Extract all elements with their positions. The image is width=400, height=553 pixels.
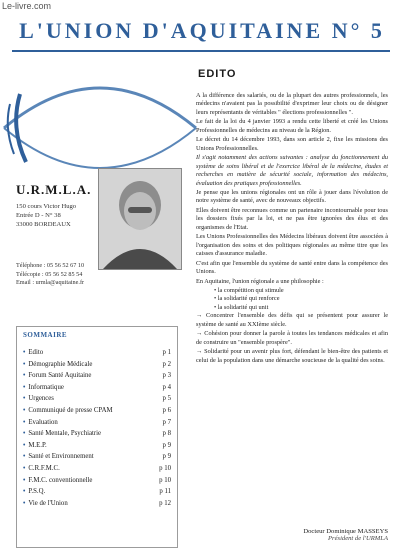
list-item: • Evaluation p 7	[23, 418, 171, 426]
paragraph: Les Unions Professionnelles des Médecins libéraux doivent être associées à l'organisation des soins et des politiques régionales au même titre que les caisses d'assurance maladie.	[196, 233, 388, 258]
philosophy-list	[196, 287, 388, 312]
paragraph: → Concentrer l'ensemble des défis qui se présentent pour assurer le système de santé au XXIème siècle.	[196, 312, 388, 328]
paragraph: Le décret du 14 décembre 1993, dans son article 2, fixe les missions des Unions Professionnelles.	[196, 136, 388, 152]
paragraph: C'est afin que l'ensemble du système de santé entre dans la compétence des Unions.	[196, 259, 388, 276]
masthead-rule	[12, 50, 390, 52]
contact-block: Téléphone : 05 56 52 67 10 Télécopie : 05 56 52 85 54 Email : urmla@aquitaine.fr	[16, 262, 85, 286]
address-block: 150 cours Victor Hugo Entrée D - N° 38 33000 BORDEAUX	[16, 203, 77, 228]
paragraph: → Solidarité pour un avenir plus fort, défendant le bien-être des patients et celui de la population dans une démarche soucieuse de la qualité des soins.	[196, 348, 388, 364]
list-item: • Démographie Médicale p 2	[23, 360, 171, 368]
paragraph: En Aquitaine, l'union régionale a une philosophie :	[196, 277, 324, 285]
paragraph: Le fait de la loi du 4 janvier 1993 a rendu cette liberté et créé les Unions Professionnelles de médecins au niveau de la Région.	[196, 118, 388, 134]
edito-body	[196, 92, 388, 366]
list-item: • P.S.Q. p 11	[23, 488, 171, 496]
list-item: • Santé et Environnement p 9	[23, 453, 171, 461]
list-item: • Informatique p 4	[23, 383, 171, 391]
list-item: • Santé Mentale, Psychiatrie p 8	[23, 430, 171, 438]
list-item: • F.M.C. conventionnelle p 10	[23, 476, 171, 484]
list-item: • M.E.P. p 9	[23, 441, 171, 449]
paragraph: → Cohésion pour donner la parole à toutes les tendances médicales et afin de construire un "ensemble prospère".	[196, 330, 388, 346]
signature-block	[262, 528, 388, 542]
signature-name: Docteur Dominique MASSEYS	[303, 528, 388, 535]
toc-title: SOMMAIRE	[23, 331, 68, 339]
edito-heading: EDITO	[198, 68, 237, 80]
list-item: • Vie de l'Union p 12	[23, 499, 171, 507]
watermark: Le-livre.com	[2, 1, 52, 11]
table-of-contents	[16, 326, 178, 548]
list-item: • la compétition qui stimule	[214, 287, 388, 295]
list-item: • Urgences p 5	[23, 395, 171, 403]
list-item: • la solidarité qui unit	[214, 304, 388, 312]
organization-name: U.R.M.L.A.	[16, 182, 92, 197]
paragraph: Il s'agit notamment des actions suivantes : analyse du fonctionnement du système de soins libéral et de l'exercice libéral de la médecine, études et recherches en matière de sécurité sociale, information des médecins, évaluation des pratiques professionnelles.	[196, 154, 388, 187]
portrait-photo	[98, 168, 182, 270]
list-item: • la solidarité qui renforce	[214, 295, 388, 303]
list-item: • Edito p 1	[23, 349, 171, 356]
masthead-title: L'UNION D'AQUITAINE N° 5	[19, 18, 385, 43]
paragraph: Elles doivent être reconnues comme un partenaire incontournable pour tous les dossiers fixés par la loi, et ne pas être ignorées des élus et des organismes de l'Etat.	[196, 206, 388, 231]
signature-title: Président de l'URMLA	[327, 535, 388, 542]
list-item: • C.R.F.M.C. p 10	[23, 464, 171, 472]
list-item: • Forum Santé Aquitaine p 3	[23, 372, 171, 380]
paragraph: A la différence des salariés, ou de la plupart des autres professionnels, les médecins n'avaient pas la possibilité d'exprimer leur choix ou de désigner leurs représentants de véritables " élections professionnelles ".	[196, 92, 388, 116]
list-item: • Communiqué de presse CPAM p 6	[23, 406, 171, 414]
paragraph: Je pense que les unions régionales ont un rôle à jouer dans l'évolution de notre système de santé, avec de nouveaux objectifs.	[196, 188, 388, 205]
